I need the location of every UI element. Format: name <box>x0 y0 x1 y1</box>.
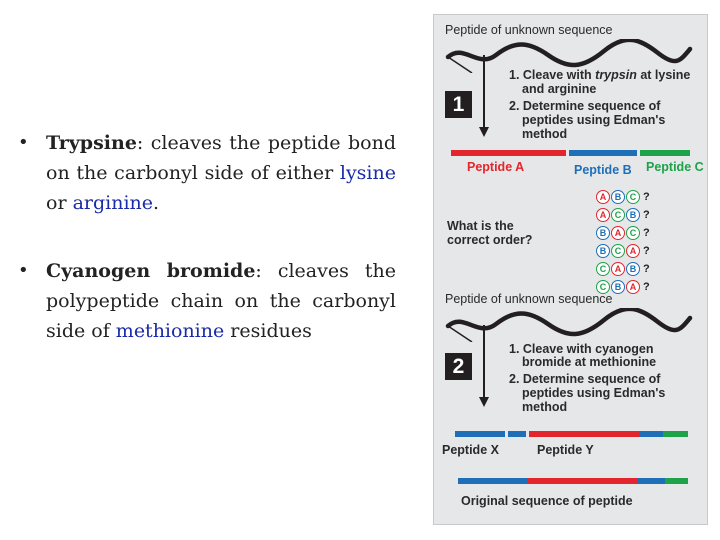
step2-instruction-2: 2. Determine sequence of <box>509 372 661 386</box>
question-mark: ? <box>643 227 650 239</box>
bullet-list <box>18 128 396 346</box>
peptide-x-bar-part1 <box>455 431 505 437</box>
step2-instruction-1: 1. Cleave with cyanogen <box>509 342 654 356</box>
bullet-symbol: • <box>18 260 29 281</box>
peptide-circle: B <box>611 190 625 204</box>
step1-instruction-2c: method <box>522 127 568 141</box>
peptide-y-label: Peptide Y <box>537 443 594 457</box>
question-mark: ? <box>643 281 650 293</box>
peptide-circle: A <box>596 190 610 204</box>
step2-instruction-2b: peptides using Edman's <box>522 386 666 400</box>
step-2-badge: 2 <box>445 353 472 380</box>
peptide-c-label: Peptide C <box>646 160 704 174</box>
bullet-cyanogen <box>18 256 396 346</box>
bullet-symbol: • <box>18 132 29 153</box>
peptide-x-bar-part2 <box>508 431 526 437</box>
step2-instruction-2c: method <box>522 400 568 414</box>
peptide-circle: B <box>626 262 640 276</box>
question-mark: ? <box>643 209 650 221</box>
trypsin-end: . <box>153 192 160 214</box>
peptide-circle: A <box>611 262 625 276</box>
peptide-y-bar-blue <box>639 431 663 437</box>
trypsin-text: : cleaves the peptide bond on the carbonyl side of either <box>46 132 396 184</box>
cyanogen-text: : cleaves the polypeptide chain on the carbonyl side of <box>46 260 396 342</box>
step2-instruction-1b: bromide at methionine <box>522 355 657 369</box>
arrow-down-icon <box>479 127 489 137</box>
peptide-y-bar-red <box>529 431 639 437</box>
peptide-b-bar <box>569 150 637 156</box>
peptide-a-label: Peptide A <box>467 160 525 174</box>
arginine-highlight: arginine <box>72 192 154 214</box>
peptide-circle: C <box>626 226 640 240</box>
original-seg-blue-1 <box>458 478 528 484</box>
arrow-line-2 <box>483 325 485 399</box>
arrow-line-1 <box>483 55 485 129</box>
peptide-circle: A <box>611 226 625 240</box>
peptide-a-bar <box>451 150 566 156</box>
wavy-peptide-chain-2 <box>444 308 694 342</box>
peptide-circle: A <box>626 244 640 258</box>
bullet-trypsin <box>18 128 396 218</box>
order-option <box>596 208 650 222</box>
peptide-circle: C <box>626 190 640 204</box>
order-option <box>596 226 650 240</box>
peptide-circle: A <box>626 280 640 294</box>
order-option <box>596 244 650 258</box>
original-seg-red <box>528 478 638 484</box>
peptide-c-bar <box>640 150 690 156</box>
step-1-badge: 1 <box>445 91 472 118</box>
cleavage-figure <box>433 14 708 525</box>
peptide-circle: C <box>611 208 625 222</box>
peptide-y-bar-green <box>663 431 688 437</box>
peptide-x-label: Peptide X <box>442 443 499 457</box>
term-cyanogen-bromide: Cyanogen bromide <box>46 260 256 282</box>
peptide-circle: B <box>596 244 610 258</box>
step1-instruction-2: 2. Determine sequence of <box>509 99 661 113</box>
peptide-circle: B <box>611 280 625 294</box>
step1-instruction-1b: and arginine <box>522 82 597 96</box>
arrow-down-icon <box>479 397 489 407</box>
step1-instruction-1: 1. Cleave with trypsin at lysine <box>509 68 691 82</box>
term-trypsine: Trypsine <box>46 132 137 154</box>
heading-unknown-sequence-2: Peptide of unknown sequence <box>445 292 613 306</box>
peptide-circle: C <box>596 280 610 294</box>
peptide-circle: B <box>626 208 640 222</box>
question-line-2: correct order? <box>447 233 533 247</box>
trypsin-or: or <box>46 192 73 214</box>
peptide-circle: C <box>596 262 610 276</box>
question-mark: ? <box>643 191 650 203</box>
methionine-highlight: methionine <box>115 320 225 342</box>
order-option <box>596 190 650 204</box>
peptide-circle: B <box>596 226 610 240</box>
peptide-circle: A <box>596 208 610 222</box>
order-option <box>596 262 650 276</box>
question-mark: ? <box>643 263 650 275</box>
lysine-highlight: lysine <box>339 162 396 184</box>
peptide-b-label: Peptide B <box>574 163 632 177</box>
peptide-circle: C <box>611 244 625 258</box>
heading-unknown-sequence-1: Peptide of unknown sequence <box>445 23 613 37</box>
original-seg-blue-2 <box>638 478 665 484</box>
original-seg-green <box>665 478 688 484</box>
question-mark: ? <box>643 245 650 257</box>
original-sequence-label: Original sequence of peptide <box>461 494 633 508</box>
cyanogen-end: residues <box>224 320 312 342</box>
question-line-1: What is the <box>447 219 514 233</box>
step1-instruction-2b: peptides using Edman's <box>522 113 666 127</box>
